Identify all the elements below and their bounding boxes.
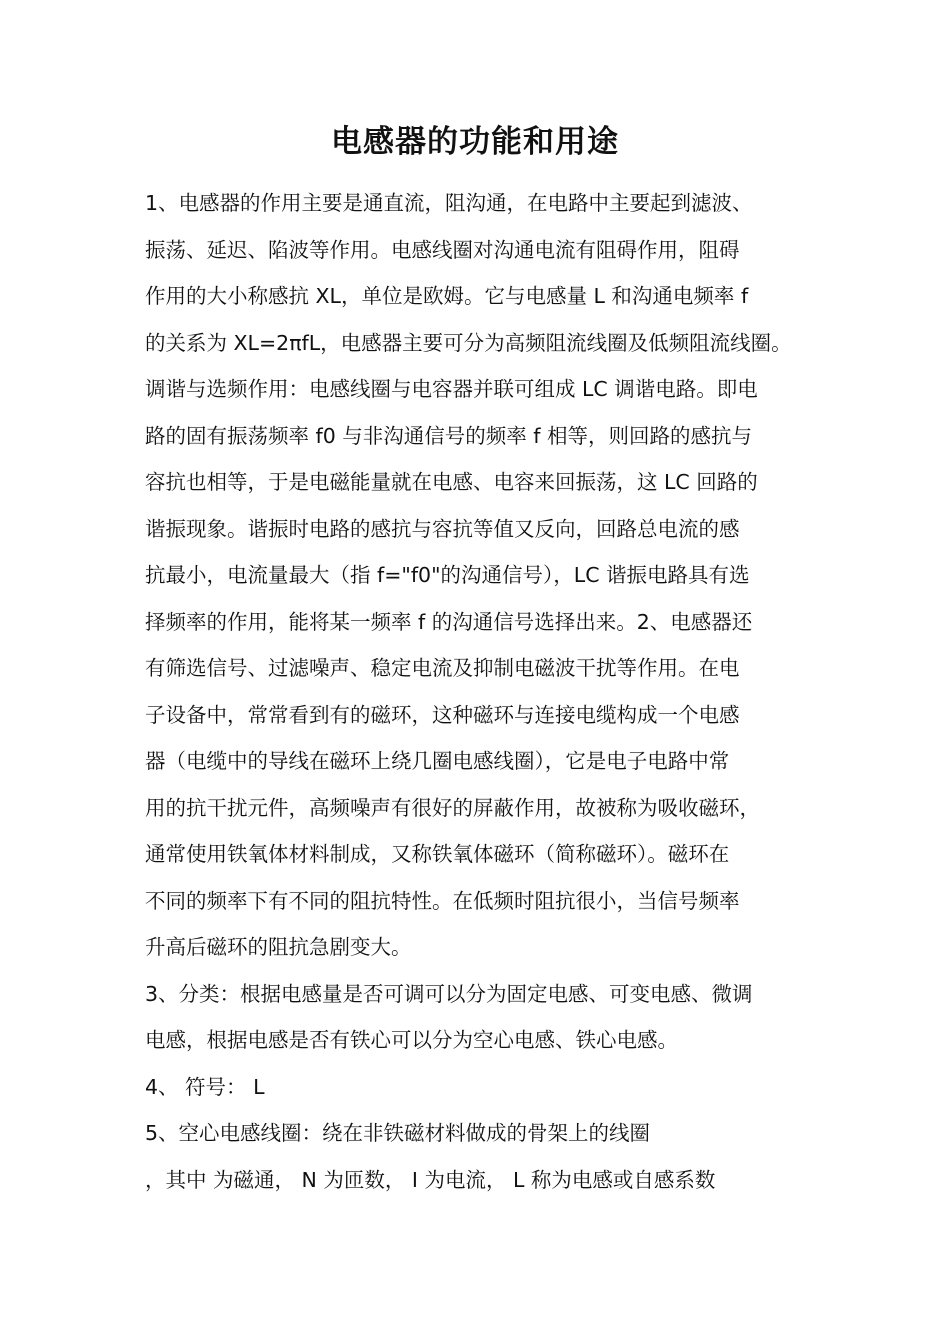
text-line: 抗最小，电流量最大（指 f="f0"的沟通信号），LC 谐振电路具有选	[145, 563, 750, 587]
text-line: 4、 符号： L	[145, 1074, 265, 1099]
text-line: 通常使用铁氧体材料制成，又称铁氧体磁环（简称磁环）。磁环在	[145, 842, 730, 866]
text-line: 不同的频率下有不同的阻抗特性。在低频时阻抗很小，当信号频率	[145, 888, 740, 913]
text-line: 谐振现象。谐振时电路的感抗与容抗等值又反向，回路总电流的感	[145, 516, 740, 541]
page-title: 电感器的功能和用途	[331, 124, 619, 160]
text-line: 调谐与选频作用：电感线圈与电容器并联可组成 LC 调谐电路。即电	[145, 377, 758, 401]
body-text	[145, 180, 825, 1203]
text-line: 振荡、延迟、陷波等作用。电感线圈对沟通电流有阻碍作用，阻碍	[145, 237, 740, 262]
text-line: 子设备中，常常看到有的磁环，这种磁环与连接电缆构成一个电感	[145, 702, 740, 727]
text-line: 升高后磁环的阻抗急剧变大。	[145, 935, 412, 959]
text-line: 器（电缆中的导线在磁环上绕几圈电感线圈），它是电子电路中常	[145, 749, 730, 773]
text-line: 择频率的作用，能将某一频率 f 的沟通信号选择出来。2、电感器还	[145, 609, 753, 634]
text-line: 路的固有振荡频率 f0 与非沟通信号的频率 f 相等，则回路的感抗与	[145, 423, 753, 448]
text-line: 容抗也相等，于是电磁能量就在电感、电容来回振荡，这 LC 回路的	[145, 470, 758, 494]
text-line: ，其中 为磁通， N 为匝数， I 为电流， L 称为电感或自感系数	[145, 1167, 716, 1192]
text-line: 有筛选信号、过滤噪声、稳定电流及抑制电磁波干扰等作用。在电	[145, 656, 740, 680]
text-line: 用的抗干扰元件，高频噪声有很好的屏蔽作用，故被称为吸收磁环，	[145, 795, 760, 820]
text-line: 的关系为 XL=2πfL，电感器主要可分为高频阻流线圈及低频阻流线圈。	[145, 330, 792, 355]
text-line: 3、分类：根据电感量是否可调可以分为固定电感、可变电感、微调	[145, 981, 753, 1006]
text-line: 5、空心电感线圈：绕在非铁磁材料做成的骨架上的线圈	[145, 1121, 651, 1145]
text-line: 电感，根据电感是否有铁心可以分为空心电感、铁心电感。	[145, 1028, 678, 1052]
text-line: 作用的大小称感抗 XL，单位是欧姆。它与电感量 L 和沟通电频率 f	[145, 284, 749, 308]
text-line: 1、电感器的作用主要是通直流，阻沟通，在电路中主要起到滤波、	[145, 191, 753, 215]
